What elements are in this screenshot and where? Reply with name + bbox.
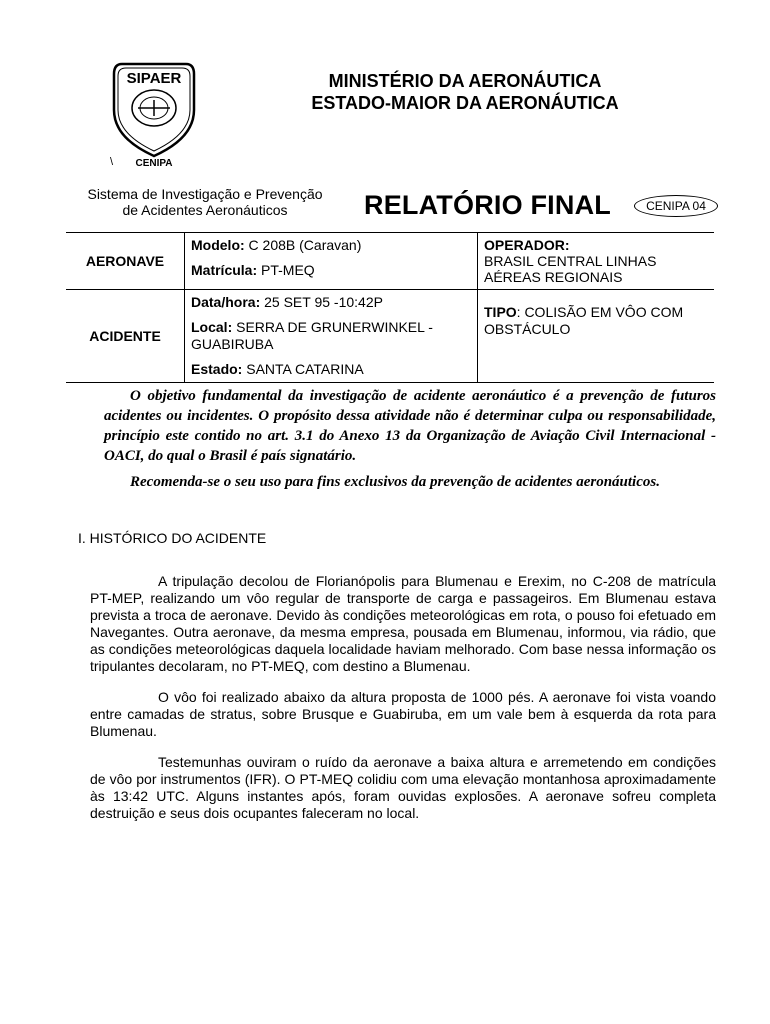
svg-text:SIPAER: SIPAER (126, 70, 182, 87)
datetime-label: Data/hora: (191, 294, 261, 310)
objective-paragraph-2: Recomenda-se o seu uso para fins exclusivos da prevenção de acidentes aeronáuticos. (130, 474, 660, 490)
state-label: Estado: (191, 361, 243, 377)
sipaer-shield-icon (104, 58, 204, 170)
operator-cell (478, 233, 715, 290)
type-cell (478, 290, 715, 383)
model-label: Modelo: (191, 237, 245, 253)
ministry-line-1: MINISTÉRIO DA AERONÁUTICA (328, 71, 602, 91)
registration-value: PT-MEQ (261, 262, 315, 278)
operator-line-2: AÉREAS REGIONAIS (484, 269, 623, 285)
report-title: RELATÓRIO FINAL (364, 190, 611, 220)
logo-backslash-mark: \ (110, 156, 114, 168)
svg-text:CENIPA: CENIPA (135, 158, 173, 169)
state-value: SANTA CATARINA (246, 361, 364, 377)
type-label: TIPO (484, 304, 517, 320)
history-paragraph-1: A tripulação decolou de Florianópolis para Blumenau e Erexim, no C-208 de matrícula PT-MEP, realizando um vôo regular de transporte de carga e passageiros. Em Blumenau estava prevista a troca de aeronave. Devido às condições meteorológicas em rota, o pouso foi efetuado em Navegantes. Outra aeronave, da mesma empresa, pousada em Blumenau, informou, via rádio, que as condições meteorológicas daquela localidade haviam melhorado. Com base nessa informação os tripulantes decolaram, no PT-MEQ, com destino a Blumenau. (90, 573, 716, 674)
operator-line-1: BRASIL CENTRAL LINHAS (484, 253, 657, 269)
location-value: SERRA DE GRUNERWINKEL - GUABIRUBA (191, 319, 433, 352)
section-title: I. HISTÓRICO DO ACIDENTE (78, 530, 267, 546)
aircraft-accident-table (66, 232, 714, 383)
history-paragraph-2: O vôo foi realizado abaixo da altura proposta de 1000 pés. A aeronave foi vista voando entre camadas de stratus, sobre Brusque e Guabiruba, em um vale bem à esquerda da rota para Blumenau. (90, 689, 716, 739)
history-body (90, 573, 716, 836)
sipaer-logo (104, 58, 204, 170)
location-label: Local: (191, 319, 233, 335)
model-value: C 208B (Caravan) (248, 237, 362, 253)
registration-label: Matrícula: (191, 262, 258, 278)
accident-label: ACIDENTE (89, 328, 161, 344)
accident-row (66, 290, 714, 383)
aircraft-row (66, 233, 714, 290)
operator-label: OPERADOR: (484, 237, 570, 253)
ministry-line-2: ESTADO-MAIOR DA AERONÁUTICA (311, 93, 619, 113)
history-paragraph-3: Testemunhas ouviram o ruído da aeronave a baixa altura e arremetendo em condições de vôo por instrumentos (IFR). O PT-MEQ colidiu com uma elevação montanhosa aproximadamente às 13:42 UTC. Alguns instantes após, foram ouvidas explosões. A aeronave sofreu completa destruição e seus dois ocupantes faleceram no local. (90, 754, 716, 821)
aircraft-label: AERONAVE (85, 253, 165, 269)
system-name (60, 186, 350, 218)
type-value: : COLISÃO EM VÔO COM OBSTÁCULO (484, 304, 684, 337)
datetime-value: 25 SET 95 -10:42P (264, 294, 383, 310)
ministry-header (230, 70, 700, 114)
objective-paragraph-1: O objetivo fundamental da investigação de acidente aeronáutico é a prevenção de futuros acidentes ou incidentes. O propósito dessa atividade não é determinar culpa ou responsabilidade, princípio este contido no art. 3.1 do Anexo 13 da Organização de Aviação Civil Internacional - OACI, do qual o Brasil é país signatário. (104, 388, 716, 464)
accident-details (185, 290, 478, 383)
system-line-2: de Acidentes Aeronáuticos (122, 202, 288, 218)
system-line-1: Sistema de Investigação e Prevenção (87, 186, 323, 202)
objective-statement (104, 386, 716, 492)
aircraft-details (185, 233, 478, 290)
cenipa-badge: CENIPA 04 (634, 195, 718, 217)
